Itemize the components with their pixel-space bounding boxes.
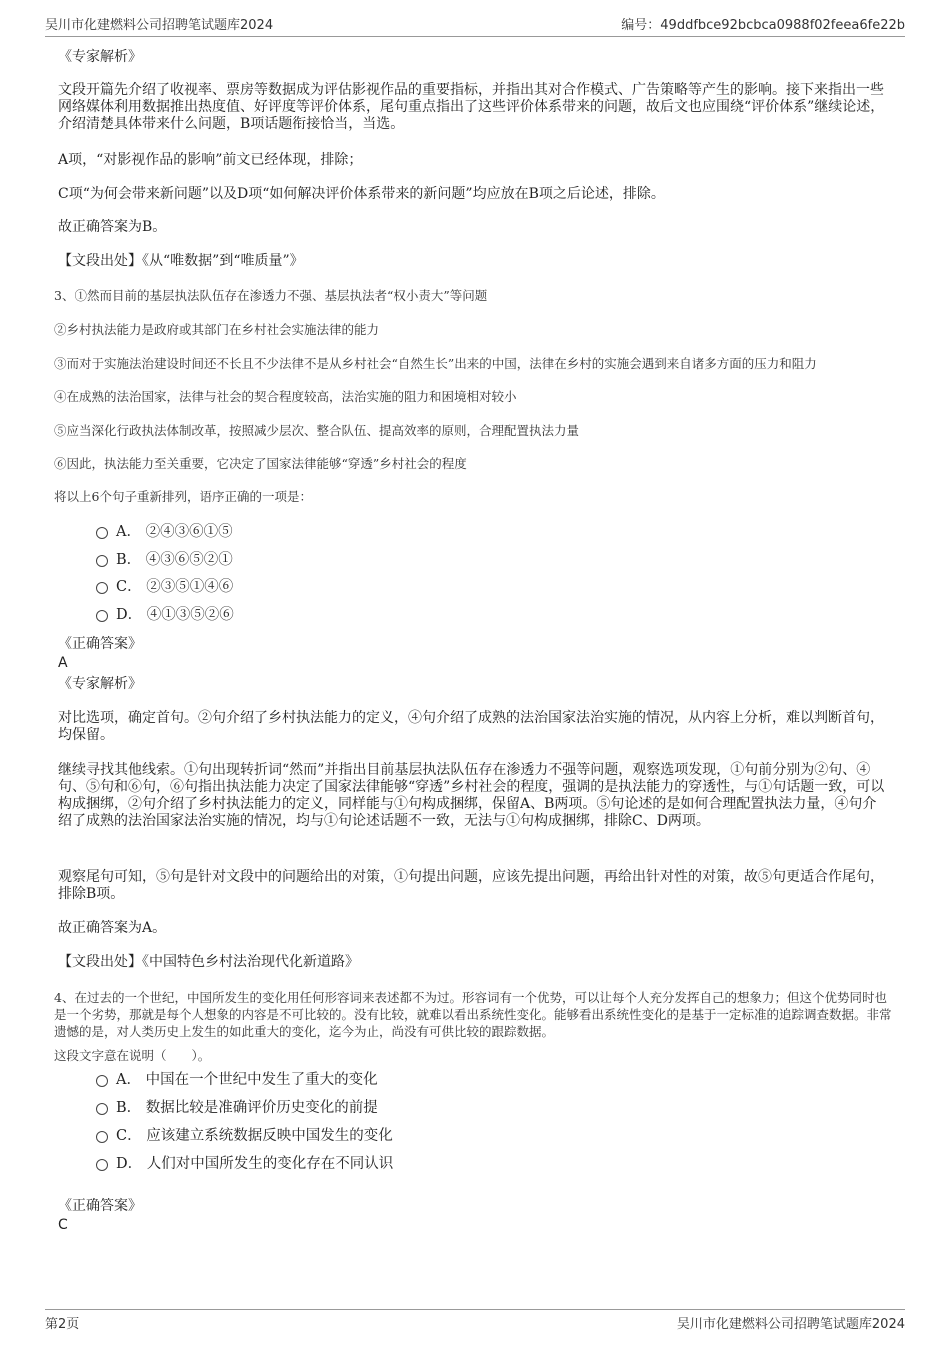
radio-icon[interactable] (96, 1159, 108, 1171)
correct-answer-label: 《正确答案》 (58, 1198, 142, 1214)
analysis-paragraph: 对比选项，确定首句。②句介绍了乡村执法能力的定义，④句介绍了成熟的法治国家法治实施的情况，从内容上分析，难以判断首句，均保留。 (58, 710, 884, 743)
question-prompt: 将以上6个句子重新排列，语序正确的一项是： (54, 489, 312, 504)
question-sentence: ④在成熟的法治国家，法律与社会的契合程度较高，法治实施的阻力和困境相对较小 (54, 389, 517, 404)
page-header (45, 14, 905, 34)
option-a[interactable]: A． ②④③⑥①⑤ (96, 522, 233, 542)
source-citation: 【文段出处】《中国特色乡村法治现代化新道路》 (58, 954, 359, 970)
analysis-paragraph: 继续寻找其他线索。①句出现转折词“然而”并指出目前基层执法队伍存在渗透力不强等问题，观察选项发现，①句前分别为②句、④句、⑤句和⑥句，⑥句指出执法能力决定了国家法律能够“穿透”乡村社会的程度，强调的是执法能力的穿透性，与①句话题一致，可以构成捆绑，②句介绍了乡村执法能力的定义，同样能与①句构成捆绑，保留A、B两项。⑤句论述的是如何合理配置执法力量，④句介绍了成熟的法治国家法治实施的情况，均与①句论述话题不一致，无法与①句构成捆绑，排除C、D两项。 (58, 762, 885, 829)
option-c[interactable]: C． 应该建立系统数据反映中国发生的变化 (96, 1126, 393, 1146)
radio-icon[interactable] (96, 1075, 108, 1087)
footer-divider (45, 1309, 905, 1310)
radio-icon[interactable] (96, 1103, 108, 1115)
correct-answer: A (58, 655, 68, 671)
question-prompt: 这段文字意在说明（ ）。 (54, 1048, 211, 1063)
question-sentence: ⑥因此，执法能力至关重要，它决定了国家法律能够“穿透”乡村社会的程度 (54, 456, 467, 471)
source-citation: 【文段出处】《从“唯数据”到“唯质量”》 (58, 253, 304, 269)
question-stem: 4、在过去的一个世纪，中国所发生的变化用任何形容词来表述都不为过。形容词有一个优势，可以让每个人充分发挥自己的想象力；但这个优势同时也是一个劣势，那就是每个人想象的内容是不可比较的。没有比较，就难以看出系统性变化。能够看出系统性变化的是基于一定标准的追踪调查数据。非常遗憾的是，对人类历史上发生的如此重大的变化，迄今为止，尚没有可供比较的跟踪数据。 (54, 990, 892, 1039)
radio-icon[interactable] (96, 527, 108, 539)
analysis-paragraph: A项，“对影视作品的影响”前文已经体现，排除； (58, 152, 363, 168)
correct-answer-label: 《正确答案》 (58, 636, 142, 652)
header-title: 吴川市化建燃料公司招聘笔试题库2024 (45, 18, 274, 33)
page-number: 第2页 (45, 1317, 80, 1332)
radio-icon[interactable] (96, 582, 108, 594)
expert-analysis-label: 《专家解析》 (58, 676, 142, 692)
radio-icon[interactable] (96, 610, 108, 622)
header-doc-id: 编号：49ddfbce92bcbca0988f02feea6fe22b (621, 18, 905, 33)
question-sentence: ⑤应当深化行政执法体制改革，按照减少层次、整合队伍、提高效率的原则，合理配置执法力量 (54, 423, 580, 438)
option-c[interactable]: C． ②③⑤①④⑥ (96, 577, 233, 597)
expert-analysis-label: 《专家解析》 (58, 49, 142, 65)
question-sentence: ②乡村执法能力是政府或其部门在乡村社会实施法律的能力 (54, 322, 380, 337)
analysis-paragraph: 文段开篇先介绍了收视率、票房等数据成为评估影视作品的重要指标，并指出其对合作模式、广告策略等产生的影响。接下来指出一些网络媒体利用数据推出热度值、好评度等评价体系，尾句重点指出了这些评价体系带来的问题，故后文也应围绕“评价体系”继续论述，介绍清楚具体带来什么问题，B项话题衔接恰当，当选。 (58, 82, 885, 132)
option-a[interactable]: A． 中国在一个世纪中发生了重大的变化 (96, 1070, 378, 1090)
correct-answer: C (58, 1217, 68, 1233)
analysis-paragraph: C项“为何会带来新问题”以及D项“如何解决评价体系带来的新问题”均应放在B项之后论述，排除。 (58, 186, 665, 202)
footer-title: 吴川市化建燃料公司招聘笔试题库2024 (676, 1317, 905, 1332)
header-divider (45, 36, 905, 37)
option-d[interactable]: D． ④①③⑤②⑥ (96, 605, 234, 625)
option-b[interactable]: B． ④③⑥⑤②① (96, 550, 233, 570)
analysis-conclusion: 故正确答案为B。 (58, 219, 167, 235)
analysis-paragraph: 观察尾句可知，⑤句是针对文段中的问题给出的对策，①句提出问题，应该先提出问题，再给出针对性的对策，故⑤句更适合作尾句，排除B项。 (58, 869, 884, 902)
analysis-conclusion: 故正确答案为A。 (58, 920, 167, 936)
question-sentence: 3、①然而目前的基层执法队伍存在渗透力不强、基层执法者“权小责大”等问题 (54, 288, 488, 303)
radio-icon[interactable] (96, 555, 108, 567)
option-b[interactable]: B． 数据比较是准确评价历史变化的前提 (96, 1098, 378, 1118)
option-d[interactable]: D． 人们对中国所发生的变化存在不同认识 (96, 1154, 393, 1174)
question-sentence: ③而对于实施法治建设时间还不长且不少法律不是从乡村社会“自然生长”出来的中国，法律在乡村的实施会遇到来自诸多方面的压力和阻力 (54, 356, 817, 371)
radio-icon[interactable] (96, 1131, 108, 1143)
